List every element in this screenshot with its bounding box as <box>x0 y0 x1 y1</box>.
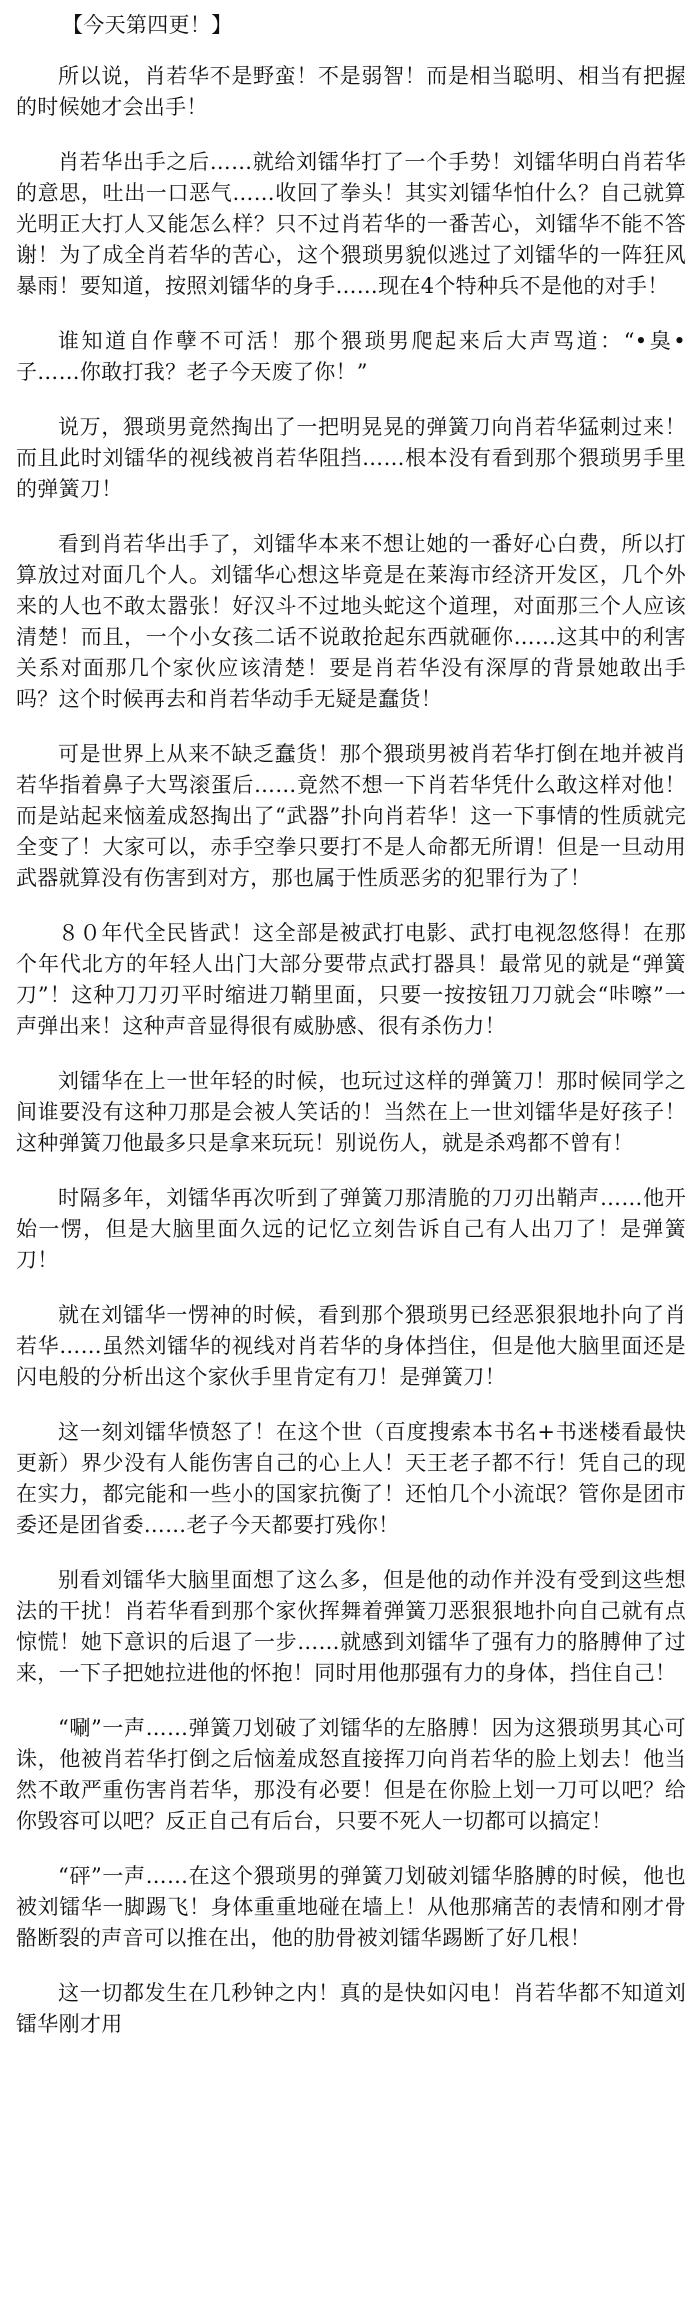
story-paragraph: 时隔多年，刘镭华再次听到了弹簧刀那清脆的刀刃出鞘声……他开始一愣，但是大脑里面久远的记忆立刻告诉自己有人出刀了！是弹簧刀！ <box>16 1186 686 1272</box>
story-paragraph: 肖若华出手之后……就给刘镭华打了一个手势！刘镭华明白肖若华的意思，吐出一口恶气……收回了拳头！其实刘镭华怕什么？自己就算光明正大打人又能怎么样？只不过肖若华的一番苦心，刘镭华不能不答谢！为了成全肖若华的苦心，这个猥琐男貌似逃过了刘镭华的一阵狂风暴雨！要知道，按照刘镭华的身手……现在4个特种兵不是他的对手！ <box>16 150 686 298</box>
story-paragraph: 就在刘镭华一愣神的时候，看到那个猥琐男已经恶狠狠地扑向了肖若华……虽然刘镭华的视线对肖若华的身体挡住，但是他大脑里面还是闪电般的分析出这个家伙手里肯定有刀！是弹簧刀！ <box>16 1303 686 1389</box>
story-paragraph: “砰”一声……在这个猥琐男的弹簧刀划破刘镭华胳膊的时候，他也被刘镭华一脚踢飞！身体重重地碰在墙上！从他那痛苦的表情和刚才骨骼断裂的声音可以推在出，他的肋骨被刘镭华踢断了好几根！ <box>16 1864 686 1950</box>
story-paragraph: ８０年代全民皆武！这全部是被武打电影、武打电视忽悠得！在那个年代北方的年轻人出门大部分要带点武打器具！最常见的就是“弹簧刀”！这种刀刀刃平时缩进刀鞘里面，只要一按按钮刀刀就会“咔嚓”一声弹出来！这种声音显得很有威胁感、很有杀伤力！ <box>16 921 686 1038</box>
story-paragraph: 看到肖若华出手了，刘镭华本来不想让她的一番好心白费，所以打算放过对面几个人。刘镭华心想这毕竟是在莱海市经济开发区，几个外来的人也不敢太嚣张！好汉斗不过地头蛇这个道理，对面那三个人应该清楚！而且，一个小女孩二话不说敢抢起东西就砸你……这其中的利害关系对面那几个家伙应该清楚！要是肖若华没有深厚的背景她敢出手吗？这个时候再去和肖若华动手无疑是蠢货！ <box>16 532 686 711</box>
chapter-update-tag: 【今天第四更！】 <box>62 13 233 37</box>
story-paragraph: 这一切都发生在几秒钟之内！真的是快如闪电！肖若华都不知道刘镭华刚才用 <box>16 1981 686 2036</box>
story-paragraph: 所以说，肖若华不是野蛮！不是弱智！而是相当聪明、相当有把握的时候她才会出手！ <box>16 64 686 119</box>
story-paragraph: 说万，猥琐男竟然掏出了一把明晃晃的弹簧刀向肖若华猛刺过来！而且此时刘镭华的视线被肖若华阻挡……根本没有看到那个猥琐男手里的弹簧刀！ <box>16 415 686 501</box>
story-paragraph: 刘镭华在上一世年轻的时候，也玩过这样的弹簧刀！那时候同学之间谁要没有这种刀那是会被人笑话的！当然在上一世刘镭华是好孩子！这种弹簧刀他最多只是拿来玩玩！别说伤人，就是杀鸡都不曾有！ <box>16 1069 686 1155</box>
story-paragraph: 谁知道自作孽不可活！那个猥琐男爬起来后大声骂道：“•臭•子……你敢打我？老子今天废了你！” <box>16 329 686 384</box>
story-paragraph: “唰”一声……弹簧刀划破了刘镭华的左胳膊！因为这猥琐男其心可诛，他被肖若华打倒之后恼羞成怒直接挥刀向肖若华的脸上划去！他当然不敢严重伤害肖若华，那没有必要！但是在你脸上划一刀可以吧？给你毁容可以吧？反正自己有后台，只要不死人一切都可以搞定！ <box>16 1716 686 1833</box>
story-paragraph: 这一刻刘镭华愤怒了！在这个世（百度搜索本书名+书迷楼看最快更新）界少没有人能伤害自己的心上人！天王老子都不行！凭自己的现在实力，都完能和一些小的国家抗衡了！还怕几个小流氓？管你是团市委还是团省委……老子今天都要打残你！ <box>16 1420 686 1537</box>
story-paragraph: 可是世界上从来不缺乏蠢货！那个猥琐男被肖若华打倒在地并被肖若华指着鼻子大骂滚蛋后……竟然不想一下肖若华凭什么敢这样对他！而是站起来恼羞成怒掏出了“武器”扑向肖若华！这一下事情的性质就完全变了！大家可以，赤手空拳只要打不是人命都无所谓！但是一旦动用武器就算没有伤害到对方，那也属于性质恶劣的犯罪行为了！ <box>16 742 686 890</box>
story-paragraph: 别看刘镭华大脑里面想了这么多，但是他的动作并没有受到这些想法的干扰！肖若华看到那个家伙挥舞着弹簧刀恶狠狠地扑向自己就有点惊慌！她下意识的后退了一步……就感到刘镭华了强有力的胳膊伸了过来，一下子把她拉进他的怀抱！同时用他那强有力的身体，挡住自己！ <box>16 1568 686 1685</box>
